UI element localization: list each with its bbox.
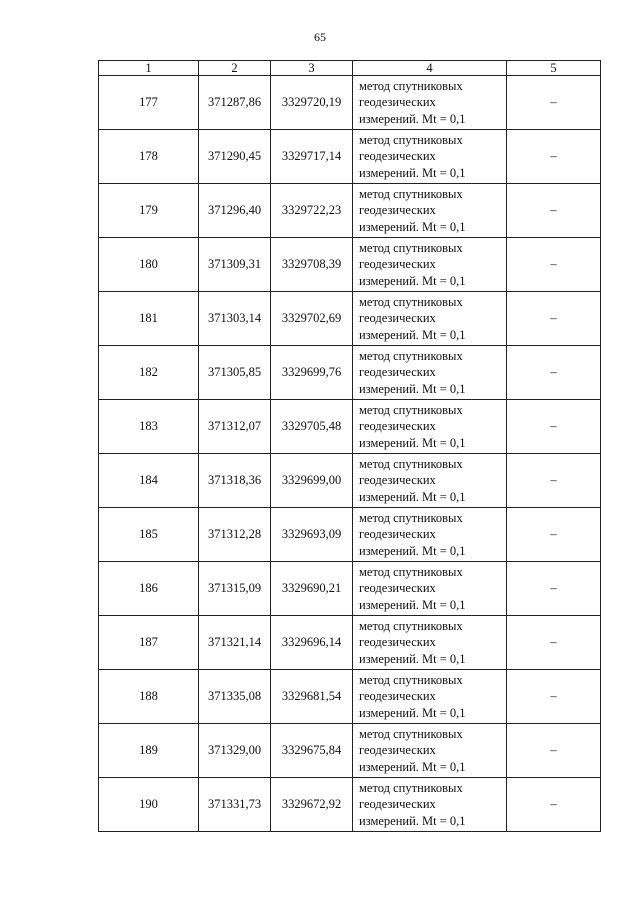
method-line: геодезических: [359, 149, 436, 164]
x-coordinate-cell: 371331,73: [199, 778, 271, 832]
method-line: геодезических: [359, 473, 436, 488]
y-coordinate-cell: 3329720,19: [271, 76, 353, 130]
method-cell: [353, 508, 507, 562]
note-cell: –: [507, 184, 601, 238]
x-coordinate-cell: 371318,36: [199, 454, 271, 508]
x-coordinate-cell: 371290,45: [199, 130, 271, 184]
note-cell: –: [507, 454, 601, 508]
note-cell: –: [507, 616, 601, 670]
method-cell: [353, 76, 507, 130]
method-line: метод спутниковых: [359, 618, 463, 633]
method-cell: [353, 670, 507, 724]
note-cell: –: [507, 778, 601, 832]
header-col-2: 2: [199, 61, 271, 76]
method-cell: [353, 346, 507, 400]
method-line: метод спутниковых: [359, 294, 463, 309]
method-cell: [353, 400, 507, 454]
point-number-cell: 178: [99, 130, 199, 184]
note-cell: –: [507, 130, 601, 184]
method-line: измерений. Mt = 0,1: [359, 759, 466, 774]
point-number-cell: 184: [99, 454, 199, 508]
method-line: геодезических: [359, 257, 436, 272]
method-line: метод спутниковых: [359, 564, 463, 579]
table-row: [99, 346, 601, 400]
method-line: геодезических: [359, 527, 436, 542]
note-cell: –: [507, 562, 601, 616]
note-cell: –: [507, 346, 601, 400]
method-line: метод спутниковых: [359, 456, 463, 471]
note-cell: –: [507, 76, 601, 130]
table-row: [99, 778, 601, 832]
point-number-cell: 190: [99, 778, 199, 832]
table-row: [99, 400, 601, 454]
point-number-cell: 179: [99, 184, 199, 238]
method-line: измерений. Mt = 0,1: [359, 327, 466, 342]
y-coordinate-cell: 3329717,14: [271, 130, 353, 184]
method-line: измерений. Mt = 0,1: [359, 165, 466, 180]
y-coordinate-cell: 3329699,76: [271, 346, 353, 400]
method-line: метод спутниковых: [359, 78, 463, 93]
x-coordinate-cell: 371315,09: [199, 562, 271, 616]
point-number-cell: 189: [99, 724, 199, 778]
header-col-5: 5: [507, 61, 601, 76]
coordinates-table: [98, 60, 601, 832]
method-line: измерений. Mt = 0,1: [359, 435, 466, 450]
table-row: [99, 292, 601, 346]
method-line: измерений. Mt = 0,1: [359, 543, 466, 558]
note-cell: –: [507, 400, 601, 454]
y-coordinate-cell: 3329705,48: [271, 400, 353, 454]
method-cell: [353, 238, 507, 292]
y-coordinate-cell: 3329672,92: [271, 778, 353, 832]
method-line: метод спутниковых: [359, 510, 463, 525]
method-line: измерений. Mt = 0,1: [359, 705, 466, 720]
method-line: метод спутниковых: [359, 672, 463, 687]
method-cell: [353, 562, 507, 616]
point-number-cell: 183: [99, 400, 199, 454]
x-coordinate-cell: 371321,14: [199, 616, 271, 670]
point-number-cell: 182: [99, 346, 199, 400]
y-coordinate-cell: 3329722,23: [271, 184, 353, 238]
table-row: [99, 184, 601, 238]
method-cell: [353, 724, 507, 778]
header-row: [99, 61, 601, 76]
y-coordinate-cell: 3329681,54: [271, 670, 353, 724]
method-line: геодезических: [359, 689, 436, 704]
method-line: геодезических: [359, 797, 436, 812]
method-line: геодезических: [359, 581, 436, 596]
method-line: геодезических: [359, 95, 436, 110]
method-line: геодезических: [359, 743, 436, 758]
method-cell: [353, 184, 507, 238]
point-number-cell: 181: [99, 292, 199, 346]
table-row: [99, 130, 601, 184]
method-line: геодезических: [359, 635, 436, 650]
method-line: измерений. Mt = 0,1: [359, 813, 466, 828]
table-row: [99, 76, 601, 130]
note-cell: –: [507, 670, 601, 724]
note-cell: –: [507, 508, 601, 562]
table-body: [99, 76, 601, 832]
point-number-cell: 180: [99, 238, 199, 292]
x-coordinate-cell: 371305,85: [199, 346, 271, 400]
point-number-cell: 188: [99, 670, 199, 724]
table-row: [99, 670, 601, 724]
x-coordinate-cell: 371309,31: [199, 238, 271, 292]
method-line: измерений. Mt = 0,1: [359, 219, 466, 234]
point-number-cell: 187: [99, 616, 199, 670]
method-line: геодезических: [359, 311, 436, 326]
table-row: [99, 562, 601, 616]
page-number: 65: [314, 30, 326, 44]
method-cell: [353, 454, 507, 508]
x-coordinate-cell: 371303,14: [199, 292, 271, 346]
method-line: метод спутниковых: [359, 240, 463, 255]
x-coordinate-cell: 371312,07: [199, 400, 271, 454]
x-coordinate-cell: 371329,00: [199, 724, 271, 778]
method-line: геодезических: [359, 365, 436, 380]
y-coordinate-cell: 3329675,84: [271, 724, 353, 778]
x-coordinate-cell: 371335,08: [199, 670, 271, 724]
x-coordinate-cell: 371287,86: [199, 76, 271, 130]
note-cell: –: [507, 292, 601, 346]
method-cell: [353, 292, 507, 346]
x-coordinate-cell: 371296,40: [199, 184, 271, 238]
point-number-cell: 177: [99, 76, 199, 130]
method-line: измерений. Mt = 0,1: [359, 651, 466, 666]
y-coordinate-cell: 3329708,39: [271, 238, 353, 292]
method-line: измерений. Mt = 0,1: [359, 489, 466, 504]
method-cell: [353, 130, 507, 184]
method-line: метод спутниковых: [359, 780, 463, 795]
table-row: [99, 454, 601, 508]
y-coordinate-cell: 3329702,69: [271, 292, 353, 346]
method-line: метод спутниковых: [359, 726, 463, 741]
method-line: геодезических: [359, 203, 436, 218]
method-line: метод спутниковых: [359, 402, 463, 417]
method-line: геодезических: [359, 419, 436, 434]
y-coordinate-cell: 3329696,14: [271, 616, 353, 670]
note-cell: –: [507, 724, 601, 778]
header-col-4: 4: [353, 61, 507, 76]
method-line: измерений. Mt = 0,1: [359, 111, 466, 126]
method-line: метод спутниковых: [359, 186, 463, 201]
method-cell: [353, 616, 507, 670]
method-line: измерений. Mt = 0,1: [359, 597, 466, 612]
table-row: [99, 724, 601, 778]
method-cell: [353, 778, 507, 832]
header-col-3: 3: [271, 61, 353, 76]
method-line: метод спутниковых: [359, 348, 463, 363]
table-row: [99, 616, 601, 670]
x-coordinate-cell: 371312,28: [199, 508, 271, 562]
method-line: измерений. Mt = 0,1: [359, 273, 466, 288]
point-number-cell: 186: [99, 562, 199, 616]
table-row: [99, 508, 601, 562]
y-coordinate-cell: 3329690,21: [271, 562, 353, 616]
table-row: [99, 238, 601, 292]
y-coordinate-cell: 3329693,09: [271, 508, 353, 562]
method-line: метод спутниковых: [359, 132, 463, 147]
header-col-1: 1: [99, 61, 199, 76]
method-line: измерений. Mt = 0,1: [359, 381, 466, 396]
y-coordinate-cell: 3329699,00: [271, 454, 353, 508]
point-number-cell: 185: [99, 508, 199, 562]
note-cell: –: [507, 238, 601, 292]
